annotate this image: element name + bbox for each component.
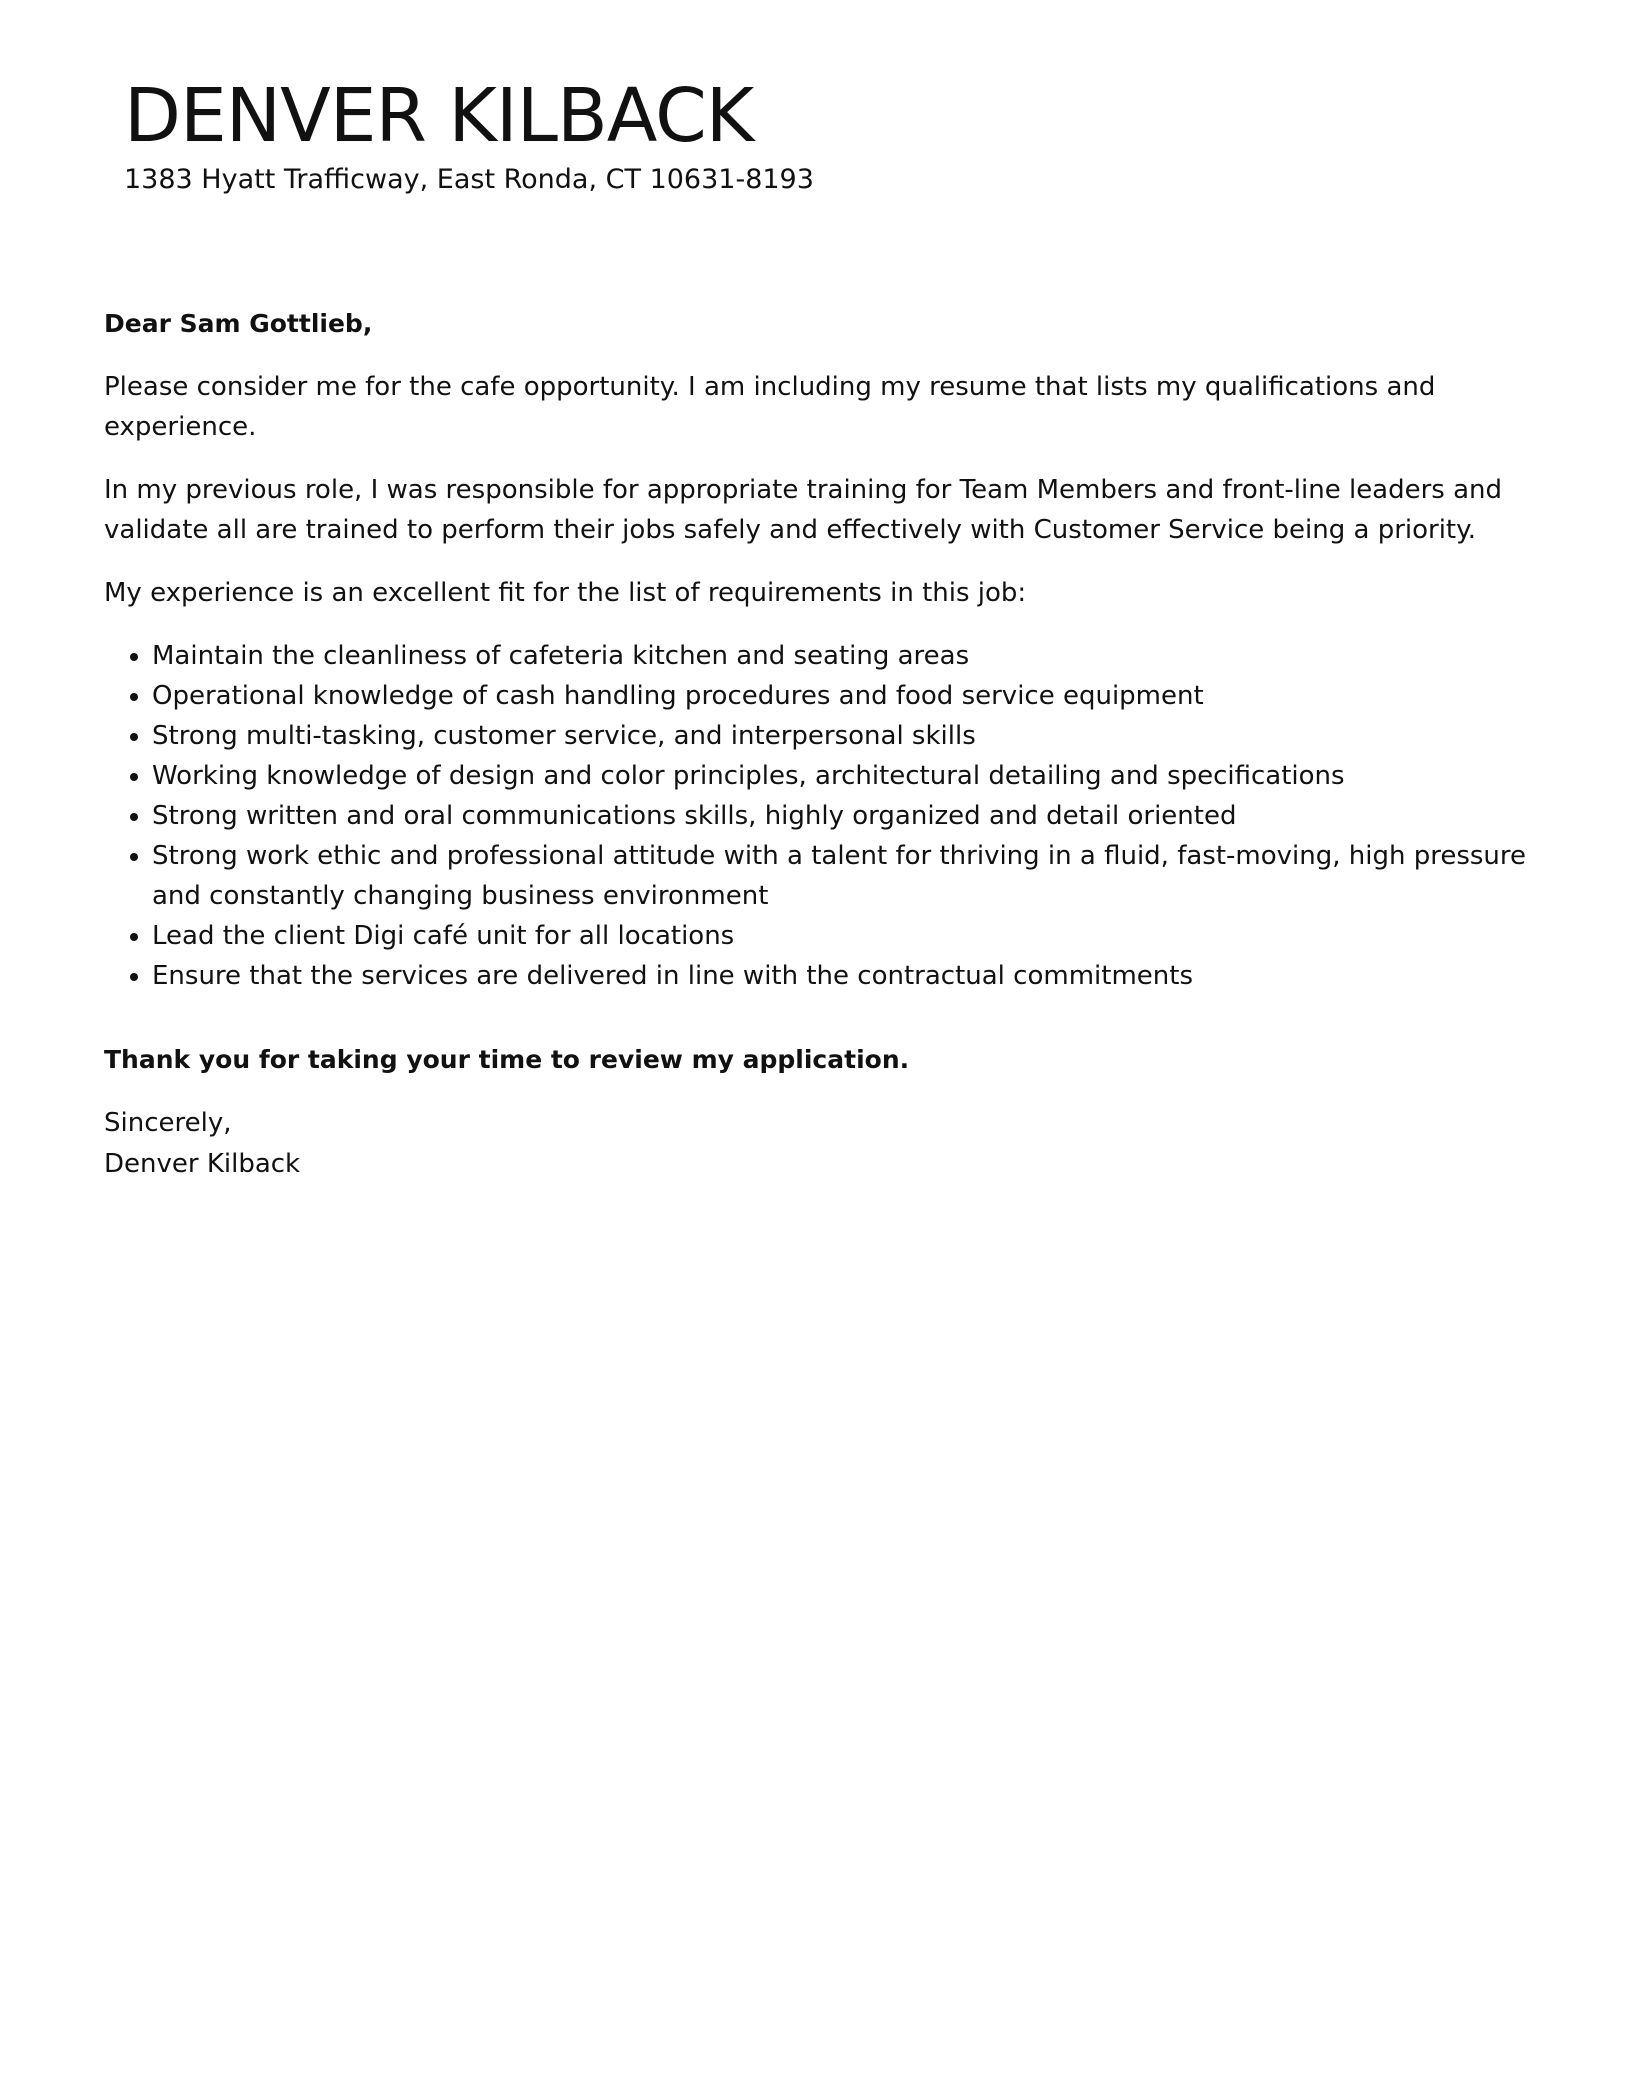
salutation: Dear Sam Gottlieb, — [104, 309, 373, 338]
list-item: • Working knowledge of design and color principles, architectural detailing and specifications — [152, 756, 1544, 796]
paragraph-previous-role: In my previous role, I was responsible for appropriate training for Team Members and front-line leaders and validate all are trained to perform their jobs safely and effectively with Customer Service being a priority. — [104, 475, 1503, 545]
letter-header — [124, 70, 1504, 195]
list-item: • Strong work ethic and professional attitude with a talent for thriving in a fluid, fast-moving, high pressure and constantly changing business environment — [152, 836, 1544, 916]
signature-name: Denver Kilback — [104, 1149, 301, 1179]
applicant-address: 1383 Hyatt Trafficway, East Ronda, CT 10631-8193 — [124, 164, 814, 195]
list-item: • Lead the client Digi café unit for all locations — [152, 916, 1544, 956]
list-item: • Operational knowledge of cash handling procedures and food service equipment — [152, 676, 1544, 716]
letter-body — [104, 304, 1544, 1185]
paragraph-intro: Please consider me for the cafe opportunity. I am including my resume that lists my qualifications and experience. — [104, 372, 1436, 442]
requirements-list — [104, 636, 1544, 996]
list-item: • Strong written and oral communications skills, highly organized and detail oriented — [152, 796, 1544, 836]
thank-you-line: Thank you for taking your time to review my application. — [104, 1045, 910, 1074]
list-item: • Strong multi-tasking, customer service, and interpersonal skills — [152, 716, 1544, 756]
applicant-name: DENVER KILBACK — [124, 73, 754, 159]
signoff — [104, 1103, 1544, 1185]
list-item: • Ensure that the services are delivered in line with the contractual commitments — [152, 956, 1544, 996]
paragraph-fit: My experience is an excellent fit for the list of requirements in this job: — [104, 578, 1027, 608]
closing-word: Sincerely, — [104, 1108, 232, 1138]
list-item: • Maintain the cleanliness of cafeteria kitchen and seating areas — [152, 636, 1544, 676]
